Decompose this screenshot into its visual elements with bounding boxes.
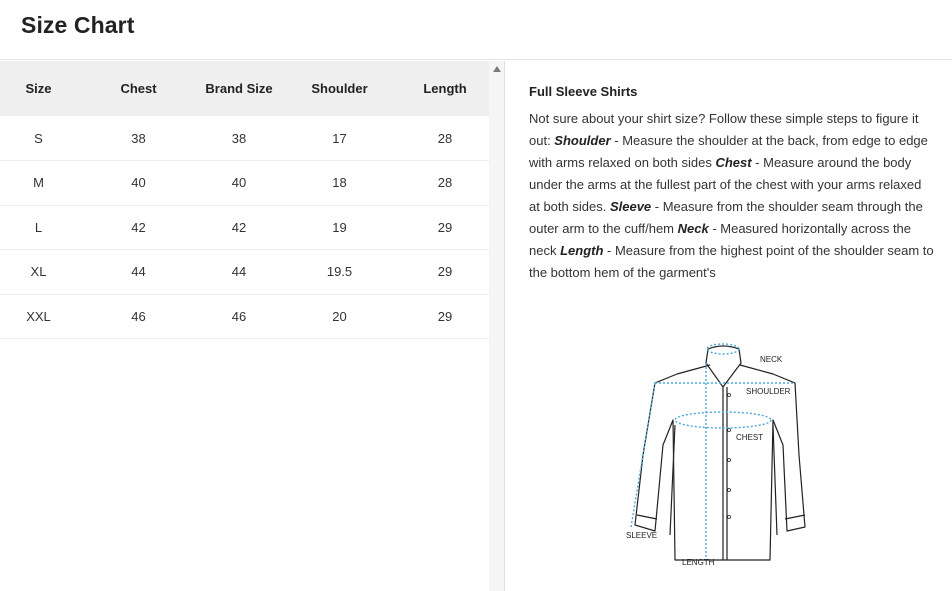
table-row (0, 116, 489, 161)
column-header-length: Length (423, 81, 467, 96)
cell-size: S (34, 130, 43, 146)
cell-length: 29 (437, 264, 453, 280)
guide-intro: Not sure about your shirt size? Follow these simple steps to figure it out: (529, 111, 919, 148)
table-header-row (0, 61, 489, 116)
length-label: LENGTH (682, 558, 715, 567)
cell-length: 28 (437, 175, 453, 191)
cell-chest: 46 (131, 308, 146, 324)
shirt-diagram (615, 335, 815, 570)
cell-length: 28 (437, 130, 453, 146)
cell-brand-size: 38 (231, 130, 247, 146)
cell-length: 29 (437, 219, 453, 235)
cell-brand-size: 46 (231, 308, 247, 324)
table-row (0, 294, 489, 339)
cell-shoulder: 20 (332, 308, 347, 324)
scroll-up-arrow-icon[interactable] (493, 66, 501, 72)
cell-shoulder: 18 (332, 175, 347, 191)
measurement-guide (529, 84, 934, 284)
term-shoulder: Shoulder (554, 133, 611, 148)
cell-brand-size: 42 (231, 219, 247, 235)
term-sleeve: Sleeve (609, 199, 652, 214)
cell-size: L (34, 219, 43, 235)
cell-chest: 44 (131, 264, 146, 280)
shirt-cuff-right (785, 515, 805, 519)
shirt-collar-band (708, 346, 739, 349)
cell-length: 29 (437, 308, 453, 324)
size-table (0, 61, 489, 339)
cell-size: XXL (26, 308, 51, 324)
page-title: Size Chart (21, 12, 135, 38)
table-scrollbar[interactable] (489, 61, 505, 591)
cell-size: XL (30, 264, 47, 280)
desc-shoulder: - Measure the shoulder at the back, from edge to edge with arms relaxed on both sides (529, 133, 928, 170)
shirt-diagram-svg (615, 335, 815, 570)
cell-size: M (33, 175, 44, 191)
table-row (0, 250, 489, 295)
desc-length: - Measure from the highest point of the shoulder seam to the bottom hem of the garment's (529, 243, 934, 280)
desc-neck: - Measured horizontally across the neck (529, 221, 912, 258)
guide-title: Full Sleeve Shirts (529, 84, 638, 99)
shirt-collar (706, 349, 741, 387)
cell-brand-size: 40 (231, 175, 247, 191)
shoulder-label: SHOULDER (746, 387, 791, 396)
sleeve-label: SLEEVE (626, 531, 658, 540)
desc-chest: - Measure around the body under the arms at the fullest part of the chest with your arms relaxed at both sides. (529, 155, 922, 214)
cell-brand-size: 44 (231, 264, 247, 280)
cell-chest: 42 (131, 219, 146, 235)
desc-sleeve: - Measure from the shoulder seam through the outer arm to the cuff/hem (529, 199, 923, 236)
size-table-pane (0, 61, 489, 591)
cell-shoulder: 19.5 (326, 264, 353, 280)
shirt-cuff-left (637, 515, 657, 519)
cell-shoulder: 19 (332, 219, 347, 235)
chest-label: CHEST (736, 433, 764, 442)
column-header-chest: Chest (120, 81, 157, 96)
cell-shoulder: 17 (332, 130, 347, 146)
cell-chest: 40 (131, 175, 146, 191)
cell-chest: 38 (131, 130, 146, 146)
column-header-shoulder: Shoulder (311, 81, 368, 96)
table-row (0, 205, 489, 250)
column-header-size: Size (25, 81, 52, 96)
table-row (0, 161, 489, 206)
neck-label: NECK (760, 355, 783, 364)
term-neck: Neck (677, 221, 709, 236)
term-chest: Chest (715, 155, 752, 170)
sleeve-measure-line (631, 383, 655, 527)
column-header-brand-size: Brand Size (205, 81, 273, 96)
page-header (0, 0, 952, 60)
term-length: Length (560, 243, 604, 258)
guide-text (529, 108, 934, 284)
